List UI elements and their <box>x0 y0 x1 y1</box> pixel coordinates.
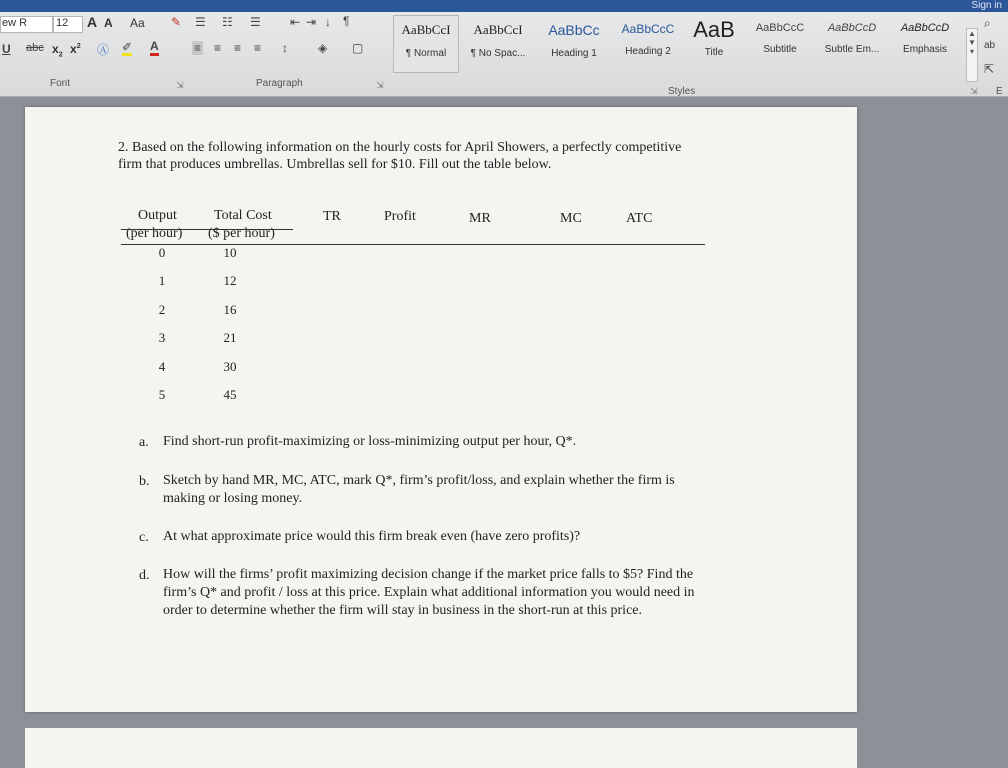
header-total-cost: Total Cost <box>214 208 272 223</box>
line-spacing-icon[interactable]: ↕ <box>282 41 288 55</box>
font-color-icon[interactable]: A <box>150 40 159 56</box>
subscript-button[interactable]: $x_2$ <box>52 42 63 59</box>
header-underline <box>121 229 293 230</box>
output-cell: 3 <box>158 330 166 345</box>
shading-icon[interactable]: ◈ <box>318 41 328 55</box>
header-cost-unit: ($ per hour) <box>208 226 275 241</box>
replace-icon[interactable]: ab <box>984 40 996 51</box>
style-title[interactable] <box>688 16 740 72</box>
style-name: Heading 1 <box>551 48 597 59</box>
part-c-text: At what approximate price would this firm break even (have zero profits)? <box>163 529 581 544</box>
sort-icon[interactable]: ↓ <box>325 15 331 29</box>
part-b-text-2: making or losing money. <box>163 491 303 506</box>
part-d-text-1: How will the firms’ profit maximizing decision change if the market price falls to $5? Find the <box>163 567 694 582</box>
cost-cell: 30 <box>223 359 237 374</box>
style-name: Title <box>704 47 724 58</box>
numbering-icon[interactable]: ☷ <box>222 15 233 29</box>
bullets-icon[interactable]: ☰ <box>195 15 206 29</box>
style-heading-1[interactable] <box>538 16 610 72</box>
ribbon <box>0 0 1008 97</box>
paragraph-dialog-launcher-icon[interactable]: ⇲ <box>376 80 384 90</box>
shrink-font-button[interactable]: A <box>104 16 113 30</box>
justify-icon[interactable]: ≡ <box>254 41 262 55</box>
borders-icon[interactable]: ▢ <box>352 41 364 55</box>
select-icon[interactable]: ⇱ <box>984 62 995 76</box>
question-line-1: 2. Based on the following information on the hourly costs for April Showers, a perfectly competitive <box>118 140 682 155</box>
increase-indent-icon[interactable]: ⇥ <box>306 15 317 29</box>
style-emphasis[interactable] <box>890 16 960 72</box>
font-name-box[interactable] <box>0 16 53 33</box>
header-profit: Profit <box>384 209 416 224</box>
paragraph-group-label: Paragraph <box>256 78 303 89</box>
align-center-icon[interactable]: ≡ <box>214 41 222 55</box>
multilevel-list-icon[interactable]: ☰ <box>250 15 261 29</box>
style-name: Subtle Em... <box>824 44 880 55</box>
text-effects-icon[interactable]: Ⓐ <box>97 43 110 57</box>
output-cell: 2 <box>158 302 166 317</box>
highlight-icon[interactable]: ✐ <box>122 40 133 54</box>
styles-scroll-control[interactable]: ▲ ▼ ▾ <box>966 28 978 82</box>
output-cell: 0 <box>158 245 166 260</box>
style-normal[interactable] <box>394 16 458 72</box>
font-name-value: ew R <box>2 17 28 29</box>
cost-cell: 12 <box>223 273 237 288</box>
style-preview: AaB <box>693 17 735 42</box>
find-icon[interactable]: ⌕ <box>984 16 991 30</box>
superscript-button[interactable]: $x^2$ <box>70 42 81 56</box>
underline-icon[interactable]: U <box>2 42 11 56</box>
strikethrough-icon[interactable]: abc <box>26 42 44 54</box>
grow-font-button[interactable]: A <box>87 14 98 30</box>
style-no-spacing[interactable] <box>462 16 534 72</box>
style-name: Heading 2 <box>625 46 671 57</box>
part-d-text-3: order to determine whether the firm will stay in business in the short-run at this price. <box>163 603 642 618</box>
header-mr: MR <box>469 211 491 226</box>
next-page[interactable] <box>25 728 857 768</box>
document-page[interactable] <box>25 107 857 712</box>
cost-cell: 21 <box>223 330 237 345</box>
part-a-label: a. <box>139 435 149 450</box>
align-right-icon[interactable]: ≡ <box>234 41 242 55</box>
part-a-text: Find short-run profit-maximizing or loss-minimizing output per hour, Q*. <box>163 434 577 449</box>
sign-in-link[interactable]: Sign in <box>971 0 1002 11</box>
superscript-label: x <box>70 42 77 56</box>
header-atc: ATC <box>626 211 653 226</box>
cost-cell: 45 <box>223 387 237 402</box>
style-name: ¶ No Spac... <box>470 48 526 59</box>
part-d-text-2: firm’s Q* and profit / loss at this price. Explain what additional information you would need in <box>163 585 695 600</box>
header-mc: MC <box>560 211 582 226</box>
style-name: Emphasis <box>903 44 947 55</box>
part-d-label: d. <box>139 568 150 583</box>
cost-cell: 16 <box>223 302 237 317</box>
cost-cell: 10 <box>223 245 237 260</box>
editing-group-label: E <box>996 86 1003 97</box>
part-b-text-1: Sketch by hand MR, MC, ATC, mark Q*, firm’s profit/loss, and explain whether the firm is <box>163 473 675 488</box>
styles-group-label: Styles <box>668 86 696 97</box>
style-preview: AaBbCcC <box>755 22 805 34</box>
subscript-label: x <box>52 42 59 56</box>
output-cell: 4 <box>158 359 166 374</box>
question-line-2: firm that produces umbrellas. Umbrellas sell for $10. Fill out the table below. <box>118 157 552 172</box>
styles-dialog-launcher-icon[interactable]: ⇲ <box>970 86 978 96</box>
font-dialog-launcher-icon[interactable]: ⇲ <box>176 80 184 90</box>
font-group-label: Font <box>50 78 71 89</box>
title-bar <box>0 0 1008 12</box>
style-heading-2[interactable] <box>612 16 684 72</box>
style-preview: AaBbCcI <box>473 22 523 37</box>
styles-gallery <box>394 16 970 76</box>
clear-formatting-icon[interactable]: ✎ <box>171 15 182 29</box>
output-cell: 5 <box>158 387 166 402</box>
style-subtitle[interactable] <box>746 16 814 72</box>
style-subtle-emphasis[interactable] <box>818 16 886 72</box>
header-rule <box>121 244 705 245</box>
style-preview: AaBbCcI <box>401 22 451 37</box>
part-b-label: b. <box>139 474 150 489</box>
font-size-value: 12 <box>56 17 69 29</box>
decrease-indent-icon[interactable]: ⇤ <box>290 15 301 29</box>
style-preview: AaBbCcD <box>900 22 950 34</box>
show-formatting-icon[interactable]: ¶ <box>343 14 350 28</box>
header-output: Output <box>138 208 177 223</box>
style-name: Subtitle <box>763 44 797 55</box>
style-preview: AaBbCcD <box>827 22 877 34</box>
output-cell: 1 <box>158 273 166 288</box>
align-left-icon[interactable]: ≡ <box>194 41 202 55</box>
part-c-label: c. <box>139 530 149 545</box>
style-preview: AaBbCc <box>548 22 600 38</box>
font-size-box[interactable] <box>53 16 83 33</box>
change-case-button[interactable]: Aa <box>130 16 145 30</box>
style-name: ¶ Normal <box>405 48 447 59</box>
header-tr: TR <box>323 209 341 224</box>
header-output-unit: (per hour) <box>126 226 183 241</box>
style-preview: AaBbCcC <box>621 22 675 36</box>
